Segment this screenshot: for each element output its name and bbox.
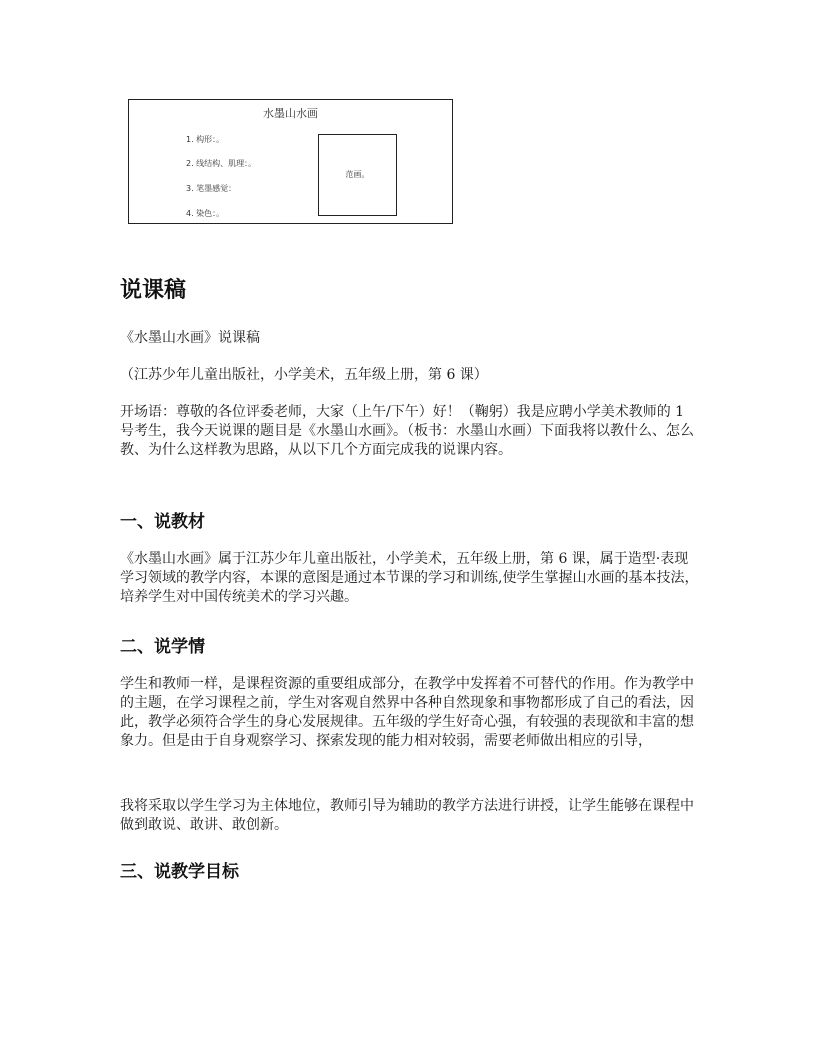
sample-painting-box [318, 134, 397, 216]
lesson-subtitle: 《水墨山水画》说课稿 [120, 330, 260, 346]
document-title: 说课稿 [120, 278, 187, 303]
sample-painting-label: 范画。 [345, 170, 370, 179]
section-heading-textbook: 一、说教材 [120, 512, 205, 532]
section-heading-objectives: 三、说教学目标 [120, 862, 239, 882]
blackboard-design [128, 99, 453, 224]
board-item: 1. 构形：。 [186, 135, 225, 144]
lesson-source: （江苏少年儿童出版社，小学美术，五年级上册，第 6 课） [120, 367, 488, 383]
textbook-paragraph: 《水墨山水画》属于江苏少年儿童出版社，小学美术，五年级上册，第 6 课，属于造型·表现学习领域的教学内容，本课的意图是通过本节课的学习和训练,使学生掌握山水画的基本技法，培养学生对中国传统美术的学习兴趣。 [120, 551, 699, 605]
section-heading-students: 二、说学情 [120, 637, 205, 657]
board-item: 3. 笔墨感觉： [186, 184, 237, 193]
students-paragraph: 学生和教师一样，是课程资源的重要组成部分，在教学中发挥着不可替代的作用。作为教学中的主题，在学习课程之前，学生对客观自然界中各种自然现象和事物都形成了自己的看法，因此，教学必须符合学生的身心发展规律。五年级的学生好奇心强，有较强的表现欲和丰富的想象力。但是由于自身观察学习、探索发现的能力相对较弱，需要老师做出相应的引导， [120, 676, 694, 749]
board-item: 4. 染色：。 [186, 209, 225, 218]
board-title: 水墨山水画 [263, 107, 318, 120]
opening-paragraph: 开场语：尊敬的各位评委老师，大家（上午/下午）好！（鞠躬）我是应聘小学美术教师的 1 号考生，我今天说课的题目是《水墨山水画》。（板书：水墨山水画）下面我将以教什么、怎么教、为什么这样教为思路，从以下几个方面完成我的说课内容。 [120, 404, 694, 458]
teaching-method-paragraph: 我将采取以学生学习为主体地位，教师引导为辅助的教学方法进行讲授，让学生能够在课程中做到敢说、敢讲、敢创新。 [120, 798, 694, 833]
board-item: 2. 线结构、肌理：。 [186, 159, 257, 168]
